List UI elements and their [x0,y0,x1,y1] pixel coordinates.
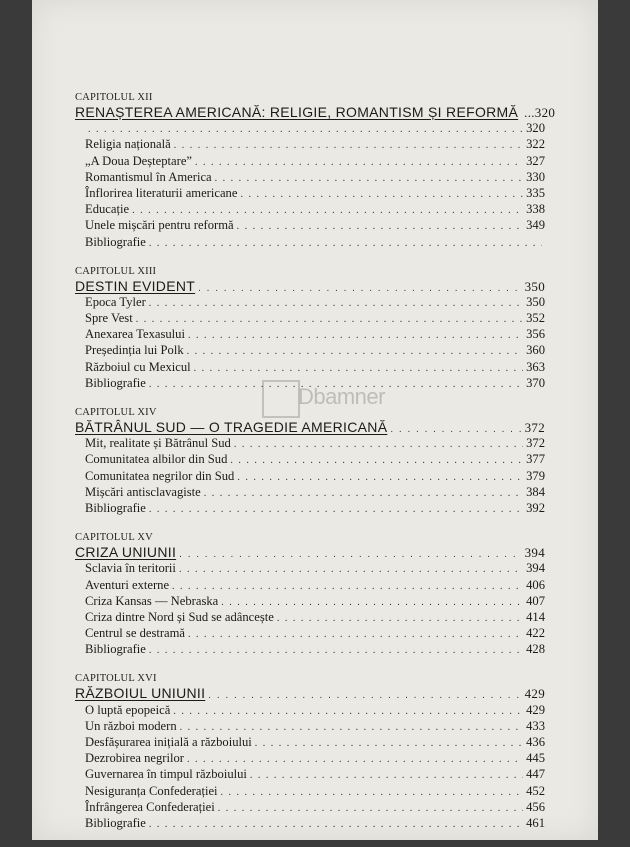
toc-entry-page-number: 406 [526,577,545,592]
leader-dots [230,453,523,469]
toc-entry-title: Președinția lui Polk [85,343,184,358]
toc-entry-title: Spre Vest [85,311,133,326]
toc-entry-title: Comunitatea albilor din Sud [85,452,228,467]
toc-entry [75,451,545,467]
leader-dots [277,611,523,627]
chapter-label: CAPITOLUL XV [75,532,153,544]
toc-entry-title: Romantismul în America [85,169,212,184]
toc-entry-page-number: 363 [526,359,545,374]
toc-entry [75,799,545,815]
toc-entry [75,500,545,516]
toc-entry-title: Un război modern [85,718,177,733]
leader-dots [234,437,523,453]
toc-entry [75,153,545,169]
toc-entry-title: Unele mișcări pentru reformă [85,218,234,233]
chapter-title: BĂTRÂNUL SUD — O TRAGEDIE AMERICANĂ [75,419,388,435]
chapter-title: RENAȘTEREA AMERICANĂ: RELIGIE, ROMANTISM ȘI REFORMĂ [75,104,519,120]
leader-dots [188,328,523,344]
toc-entry [75,625,545,641]
toc-entry-page-number: 429 [526,702,545,717]
toc-entry-page-number: 384 [526,484,545,499]
toc-entry-title: Sclavia în teritorii [85,561,176,576]
toc-entry-page-number: 350 [526,294,545,309]
toc-entry-page-number: 436 [526,735,545,749]
leader-dots [149,817,523,833]
toc-entry-page-number: 356 [526,327,545,342]
chapter-title: CRIZA UNIUNII [75,544,177,561]
chapter-page-number: 372 [524,420,545,435]
chapter-label: CAPITOLUL XIV [75,407,157,418]
chapter-label: CAPITOLUL XII [75,92,153,103]
chapter-section [75,407,545,516]
toc-entry [75,185,545,201]
toc-entry [75,201,545,217]
toc-entry-page-number: 338 [526,202,545,217]
toc-entry-page-number: 428 [526,642,545,657]
toc-entry [75,560,545,576]
toc-entry-page-number: 447 [526,767,545,782]
leader-dots [149,643,523,659]
chapter-title: RĂZBOIUL UNIUNII [75,685,206,702]
toc-entry [75,234,545,250]
toc-entry [75,120,545,136]
leader-dots [240,187,523,203]
toc-entry [75,294,545,310]
chapter-section [75,266,545,391]
toc-entry-page-number: 320 [526,121,545,136]
toc-entry-title: Mișcări antisclavagiste [85,484,201,499]
leader-dots [221,785,524,801]
toc-entry-page-number: 360 [526,343,545,358]
toc-entry [75,435,545,451]
toc-entry [75,734,545,750]
chapter-title-row [75,544,545,560]
toc-entry [75,718,545,734]
toc-entry-title: Bibliografie [85,642,146,657]
toc-entry-page-number: 445 [526,751,545,766]
leader-dots [149,296,523,312]
toc-entry-title: Comunitatea negrilor din Sud [85,468,235,483]
leader-dots [187,344,523,360]
leader-dots [179,562,523,578]
toc-entry-page-number: 433 [526,718,545,733]
table-of-contents [75,92,556,847]
toc-entry-page-number: 327 [526,153,545,168]
chapter-section [75,532,545,657]
toc-entry [75,593,545,609]
leader-dots [218,801,523,817]
toc-entry-title: Guvernarea în timpul războiului [85,767,247,782]
toc-entry-title: Educație [85,202,130,217]
toc-entry [75,342,545,358]
toc-entry [75,609,545,625]
leader-dots [237,470,523,486]
toc-entry-title: Anexarea Texasului [85,327,185,342]
toc-entry-page-number: 330 [526,169,545,184]
toc-entry [75,641,545,657]
leader-dots [172,579,523,595]
toc-entry [75,484,545,500]
toc-entry-title: Religia națională [85,137,171,152]
toc-entry [75,750,545,766]
toc-entry-page-number: 394 [526,561,545,576]
leader-dots [194,361,523,377]
toc-entry [75,136,545,152]
leader-dots [149,377,523,393]
chapter-title-row [75,419,545,435]
toc-entry [75,169,545,185]
toc-entry-title: Bibliografie [85,500,146,515]
toc-entry-title: „A Doua Deșteptare” [85,153,192,168]
toc-entry [75,359,545,375]
toc-entry-title: Dezrobirea negrilor [85,751,184,766]
toc-entry-page-number: 322 [526,137,545,152]
toc-entry-title: Războiul cu Mexicul [85,359,191,374]
leader-dots [179,547,521,563]
leader-dots [195,155,523,171]
toc-entry-page-number: 407 [526,593,545,608]
toc-entry-title: Înflorirea literaturii americane [85,185,238,200]
chapter-title-row [75,104,556,120]
toc-entry [75,766,545,782]
toc-entry-page-number: 456 [526,799,545,814]
toc-entry [75,702,545,718]
toc-entry-title: Nesiguranța Confederației [85,783,218,798]
leader-dots [136,312,523,328]
toc-entry [75,783,545,799]
toc-entry-page-number: 422 [526,626,545,641]
toc-entry-title: Epoca Tyler [85,294,146,309]
toc-entry-page-number: 370 [526,375,545,390]
leader-dots [198,281,521,297]
leader-dots [174,138,523,154]
toc-entry-title: Criza Kansas — Nebraska [85,593,219,608]
chapter-title-row [75,685,545,701]
toc-entry-title: Criza dintre Nord și Sud se adâncește [85,609,274,624]
toc-entry [75,217,545,233]
toc-entry [75,375,545,391]
toc-entry-title: O luptă epopeică [85,702,171,717]
toc-entry-title: Desfășurarea inițială a războiului [85,735,252,749]
chapter-page-number: ...320 [524,105,556,120]
chapter-title: DESTIN EVIDENT [75,277,196,294]
leader-dots [215,171,523,187]
toc-entry-page-number: 379 [526,468,545,483]
toc-entry-page-number: 349 [526,218,545,233]
chapter-label: CAPITOLUL XVI [75,673,157,685]
chapter-title-row [75,278,545,294]
leader-dots [390,422,521,438]
toc-entry-title: Aventuri externe [85,577,170,592]
toc-entry-page-number: 392 [526,500,545,515]
toc-entry-page-number: 414 [526,609,545,624]
toc-entry-page-number: 377 [526,452,545,467]
leader-dots [237,219,523,235]
leader-dots [255,736,523,752]
toc-entry-page-number: 452 [526,783,545,798]
toc-entry-page-number: 335 [526,185,545,200]
toc-entry-title: Mit, realitate și Bătrânul Sud [85,436,231,451]
leader-dots [149,236,542,252]
toc-entry [75,468,545,484]
toc-entry [75,326,545,342]
toc-entry [75,310,545,326]
chapter-section [75,673,545,831]
chapter-page-number: 429 [524,686,545,702]
toc-entry [75,577,545,593]
toc-entry-page-number: 372 [526,436,545,451]
toc-entry-title: Bibliografie [85,815,146,830]
chapter-section [75,92,556,250]
leader-dots [250,768,523,784]
toc-entry-title: Bibliografie [85,375,146,390]
leader-dots [208,688,521,704]
toc-entry [75,815,545,831]
toc-entry-title: Centrul se destramă [85,626,186,641]
chapter-label: CAPITOLUL XIII [75,265,157,277]
toc-entry-page-number: 461 [526,815,545,830]
chapter-page-number: 394 [524,545,545,561]
leader-dots [204,486,523,502]
toc-entry-title: Bibliografie [85,234,146,249]
leader-dots [149,502,523,518]
toc-entry-page-number: 352 [526,311,545,326]
leader-dots [188,627,523,643]
toc-entry-title: Înfrângerea Confederației [85,799,215,814]
leader-dots [173,704,523,720]
chapter-page-number: 350 [524,278,545,294]
watermark-text: Dbamner [298,384,385,409]
